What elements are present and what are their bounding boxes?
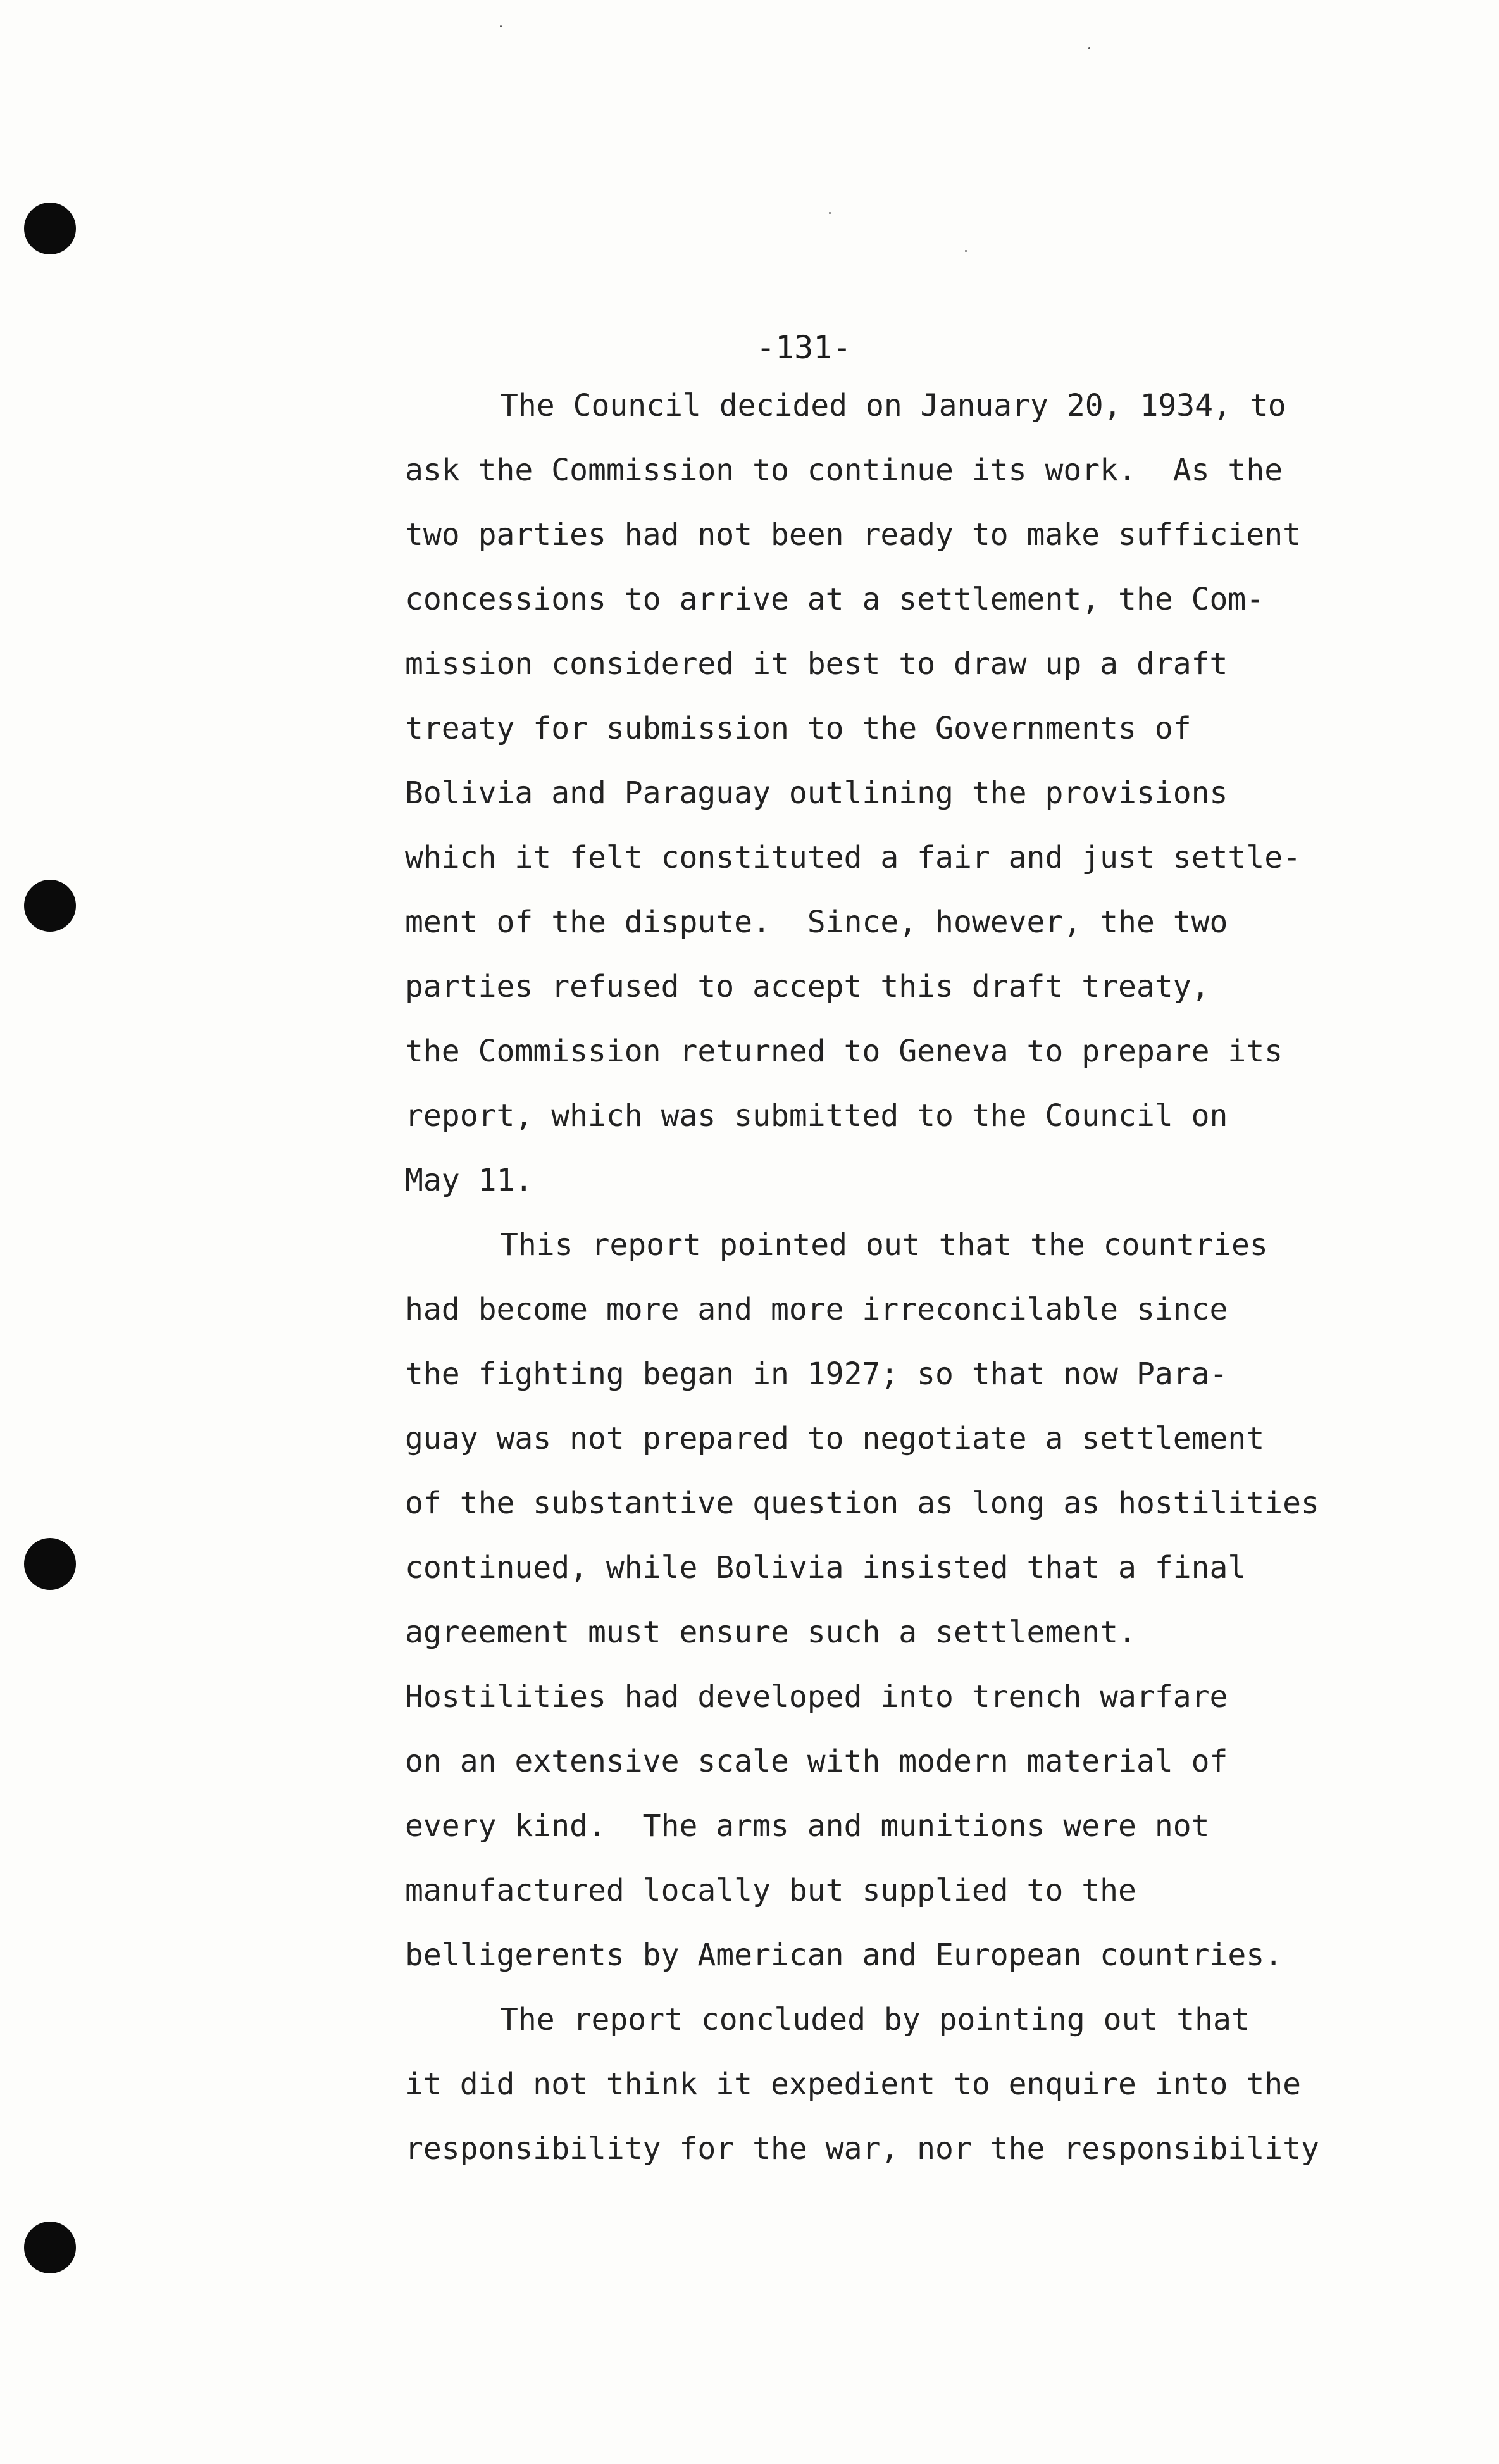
- punch-hole: [24, 2222, 76, 2273]
- body-text: [405, 373, 1392, 2181]
- text-line: responsibility for the war, nor the responsibility: [405, 2131, 1319, 2167]
- text-line: continued, while Bolivia insisted that a final: [405, 1550, 1247, 1585]
- paragraph-1: [405, 373, 1392, 1213]
- paper-speck: [1088, 47, 1090, 49]
- text-line: report, which was submitted to the Council on: [405, 1098, 1228, 1134]
- punch-hole: [24, 203, 76, 254]
- text-line: The Council decided on January 20, 1934, to: [500, 388, 1286, 423]
- text-line: on an extensive scale with modern material of: [405, 1744, 1228, 1779]
- text-line: treaty for submission to the Governments of: [405, 711, 1191, 746]
- text-line: Hostilities had developed into trench warfare: [405, 1679, 1228, 1715]
- text-line: two parties had not been ready to make sufficient: [405, 517, 1302, 553]
- page-number: -131-: [756, 329, 852, 366]
- punch-hole: [24, 1538, 76, 1590]
- text-line: mission considered it best to draw up a draft: [405, 646, 1228, 682]
- paper-speck: [965, 250, 967, 252]
- paragraph-3: [405, 1987, 1392, 2181]
- text-line: This report pointed out that the countries: [500, 1227, 1268, 1263]
- text-line: concessions to arrive at a settlement, the Com-: [405, 582, 1265, 617]
- text-line: parties refused to accept this draft treaty,: [405, 969, 1210, 1004]
- text-line: guay was not prepared to negotiate a settlement: [405, 1421, 1265, 1456]
- paragraph-2: [405, 1213, 1392, 1987]
- text-line: May 11.: [405, 1163, 533, 1198]
- text-line: Bolivia and Paraguay outlining the provisions: [405, 775, 1228, 811]
- paper-speck: [829, 212, 831, 214]
- text-line: ask the Commission to continue its work. As the: [405, 453, 1283, 488]
- text-line: it did not think it expedient to enquire into the: [405, 2067, 1302, 2102]
- text-line: The report concluded by pointing out that: [500, 2002, 1250, 2037]
- text-line: agreement must ensure such a settlement.: [405, 1615, 1136, 1650]
- text-line: which it felt constituted a fair and just settle-: [405, 840, 1302, 875]
- text-line: had become more and more irreconcilable since: [405, 1292, 1228, 1327]
- paper-speck: [500, 25, 502, 27]
- text-line: ment of the dispute. Since, however, the two: [405, 904, 1228, 940]
- text-line: the Commission returned to Geneva to prepare its: [405, 1034, 1283, 1069]
- text-line: of the substantive question as long as hostilities: [405, 1485, 1319, 1521]
- text-line: every kind. The arms and munitions were not: [405, 1808, 1210, 1844]
- punch-hole: [24, 880, 76, 932]
- text-line: manufactured locally but supplied to the: [405, 1873, 1136, 1908]
- text-line: the fighting began in 1927; so that now Para-: [405, 1356, 1228, 1392]
- text-line: belligerents by American and European countries.: [405, 1937, 1283, 1973]
